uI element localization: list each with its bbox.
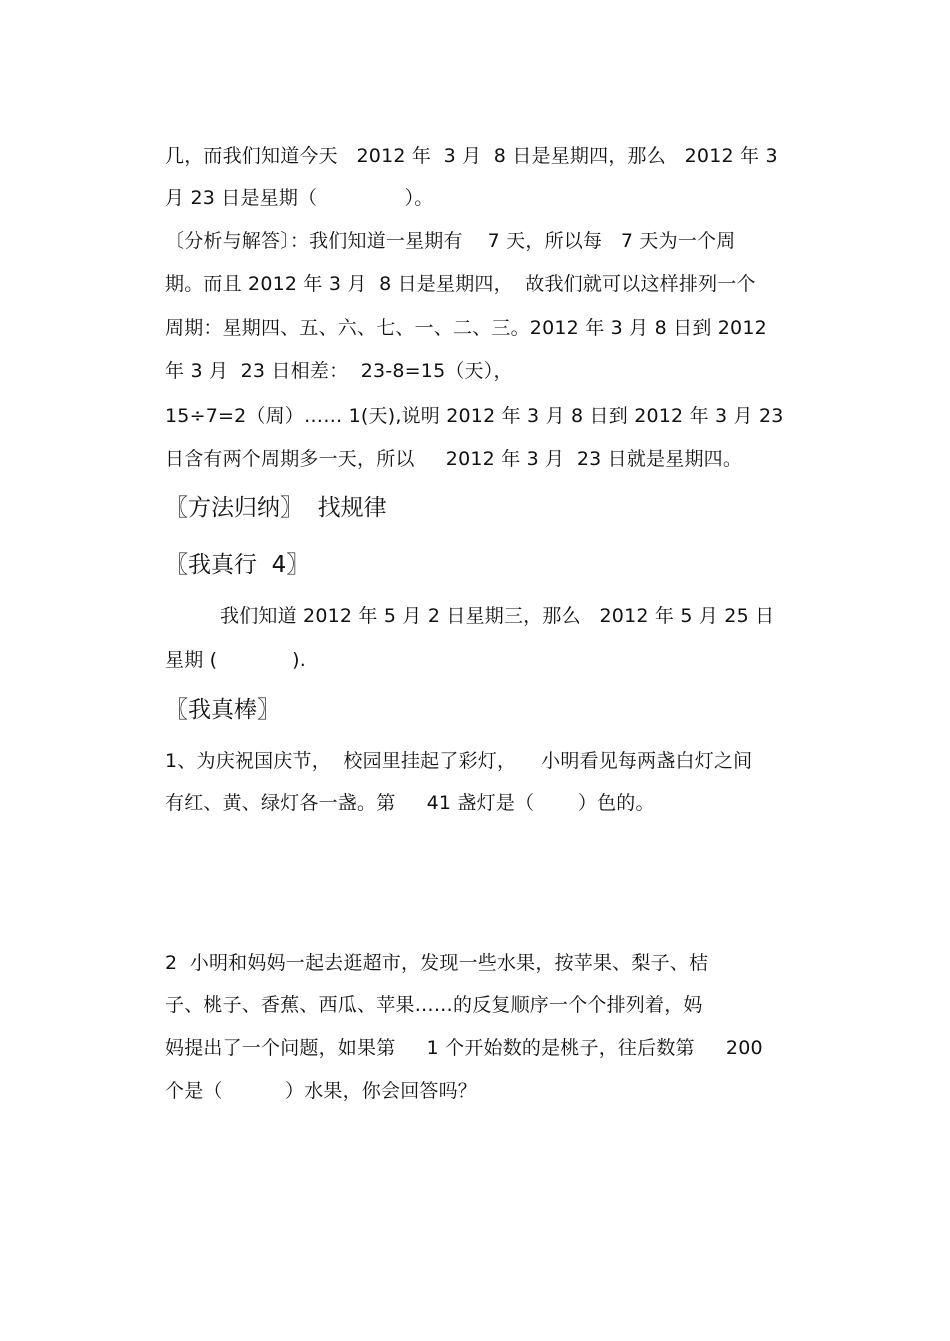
text-line: 1、为庆祝国庆节， 校园里挂起了彩灯， 小明看见每两盏白灯之间 xyxy=(165,750,753,772)
text-line: 月 23 日是星期（ ）。 xyxy=(165,187,434,209)
text-line: 15÷7=2（周）…… 1(天),说明 2012 年 3 月 8 日到 2012 年 3 月 23 xyxy=(165,405,784,427)
text-line: 期。而且 2012 年 3 月 8 日是星期四， 故我们就可以这样排列一个 xyxy=(165,273,756,295)
text-line: 周期：星期四、五、六、七、一、二、三。2012 年 3 月 8 日到 2012 xyxy=(165,317,767,339)
text-line: 有红、黄、绿灯各一盏。第 41 盏灯是（ ）色的。 xyxy=(165,792,655,814)
text-line: 〔分析与解答〕：我们知道一星期有 7 天，所以每 7 天为一个周 xyxy=(165,230,736,252)
method-heading: 〖方法归纳〗 找规律 xyxy=(165,495,387,521)
practice-heading: 〖我真行 4〗 xyxy=(165,552,310,578)
text-line: 星期 ( ). xyxy=(165,649,306,671)
text-line: 我们知道 2012 年 5 月 2 日星期三，那么 2012 年 5 月 25 日 xyxy=(220,605,775,627)
text-line: 子、桃子、香蕉、西瓜、苹果……的反复顺序一个个排列着，妈 xyxy=(165,994,703,1016)
text-line: 日含有两个周期多一天，所以 2012 年 3 月 23 日就是星期四。 xyxy=(165,448,743,470)
excellent-heading: 〖我真棒〗 xyxy=(165,697,280,723)
text-line: 个是（ ）水果，你会回答吗？ xyxy=(165,1080,477,1102)
text-line: 妈提出了一个问题，如果第 1 个开始数的是桃子，往后数第 200 xyxy=(165,1037,763,1059)
text-line: 年 3 月 23 日相差： 23-8=15（天）， xyxy=(165,360,513,382)
text-line: 几，而我们知道今天 2012 年 3 月 8 日是星期四，那么 2012 年 3 xyxy=(165,145,778,167)
text-line: 2 小明和妈妈一起去逛超市，发现一些水果，按苹果、梨子、桔 xyxy=(165,952,709,974)
